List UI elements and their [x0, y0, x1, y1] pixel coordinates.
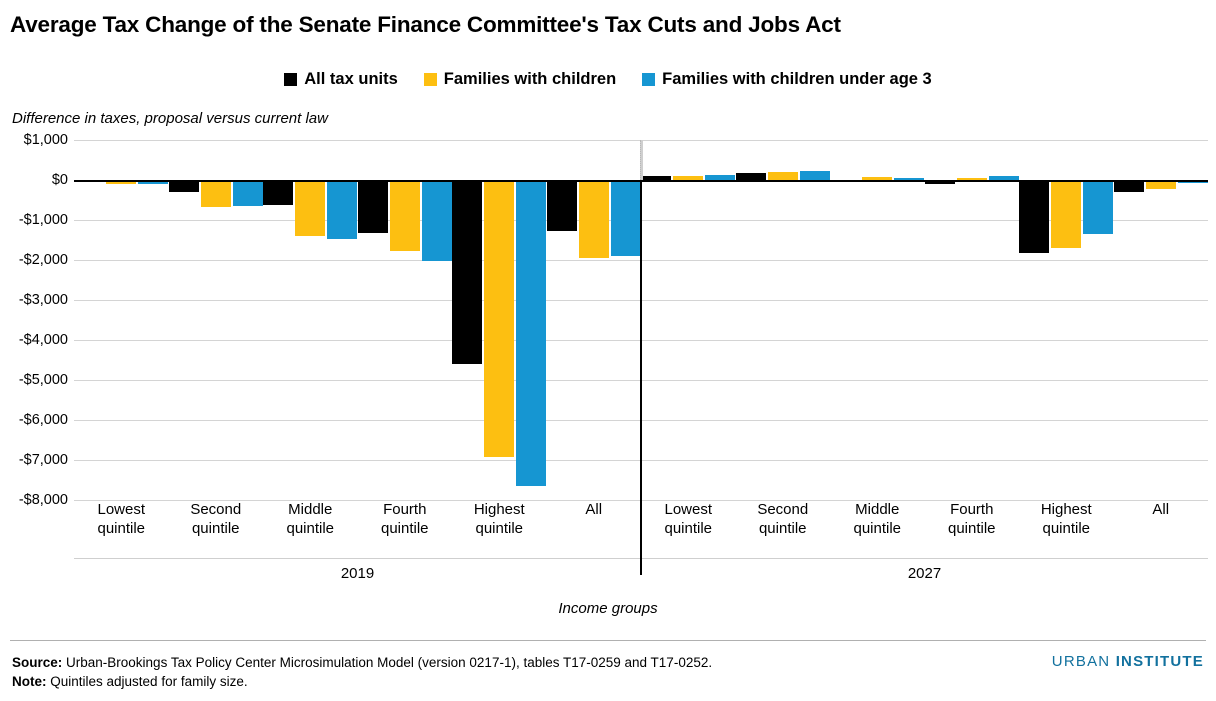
y-axis-labels — [0, 132, 74, 508]
chart-plot-area — [0, 132, 1216, 508]
x-axis-tick-label: Fourth quintile — [380, 501, 429, 538]
y-axis-tick-label: $1,000 — [23, 132, 68, 148]
legend-item-all-tax-units — [284, 70, 398, 89]
legend-label: All tax units — [304, 70, 398, 88]
y-axis-tick-label: $0 — [51, 172, 68, 188]
x-axis-category-labels — [74, 500, 1216, 552]
legend-label: Families with children under age 3 — [662, 70, 932, 88]
bar — [768, 172, 798, 180]
bar — [201, 180, 231, 207]
y-axis-tick-label: -$1,000 — [18, 212, 68, 228]
y-axis-tick-label: -$5,000 — [18, 372, 68, 388]
x-axis-tick-label: Lowest quintile — [97, 501, 146, 538]
y-axis-tick-label: -$7,000 — [18, 452, 68, 468]
x-axis-tick-label: Highest quintile — [473, 501, 525, 538]
bar — [1051, 180, 1081, 248]
page-title: Average Tax Change of the Senate Finance Committee's Tax Cuts and Jobs Act — [10, 12, 841, 37]
source-label: Source: — [12, 655, 63, 670]
bar — [1114, 180, 1144, 192]
bar — [263, 180, 293, 205]
bar — [516, 180, 546, 486]
panel-label: 2027 — [907, 565, 942, 582]
bar — [579, 180, 609, 258]
legend-label: Families with children — [443, 70, 617, 88]
bar — [1083, 180, 1113, 234]
y-axis-tick-label: -$8,000 — [18, 492, 68, 508]
x-axis-tick-label: Lowest quintile — [664, 501, 713, 538]
x-axis-tick-label: All — [585, 501, 603, 518]
bar — [611, 180, 641, 256]
panel-label: 2019 — [340, 565, 375, 582]
brand-institute: INSTITUTE — [1115, 653, 1204, 670]
footer-divider — [10, 640, 1206, 641]
x-axis-title: Income groups — [558, 600, 658, 617]
bar — [327, 180, 357, 239]
x-axis-tick-label: All — [1152, 501, 1170, 518]
x-axis-tick-label: Middle quintile — [286, 501, 335, 538]
x-axis-tick-label: Fourth quintile — [947, 501, 996, 538]
y-axis-tick-label: -$2,000 — [18, 252, 68, 268]
note-line — [12, 674, 248, 689]
bar — [1019, 180, 1049, 253]
bar — [452, 180, 482, 364]
bar — [358, 180, 388, 233]
x-axis-tick-label: Middle quintile — [853, 501, 902, 538]
legend-swatch-icon — [424, 73, 437, 86]
source-line — [12, 655, 712, 670]
brand-urban: URBAN — [1051, 653, 1111, 670]
bar — [547, 180, 577, 231]
bar — [295, 180, 325, 236]
panel-divider-dotted — [640, 140, 643, 180]
x-axis-tick-label: Highest quintile — [1040, 501, 1092, 538]
panel-divider — [640, 180, 642, 575]
bar — [736, 173, 766, 180]
note-text: Quintiles adjusted for family size. — [46, 674, 248, 689]
y-axis-tick-label: -$3,000 — [18, 292, 68, 308]
bar — [422, 180, 452, 261]
chart-legend — [0, 70, 1216, 89]
legend-swatch-icon — [642, 73, 655, 86]
bar — [800, 171, 830, 180]
bar — [390, 180, 420, 251]
y-axis-title: Difference in taxes, proposal versus current law — [12, 110, 328, 127]
y-axis-tick-label: -$6,000 — [18, 412, 68, 428]
x-axis-tick-label: Second quintile — [757, 501, 809, 538]
legend-item-families-children-under-3 — [642, 70, 932, 89]
bar — [484, 180, 514, 457]
y-axis-tick-label: -$4,000 — [18, 332, 68, 348]
note-label: Note: — [12, 674, 47, 689]
bar — [233, 180, 263, 206]
legend-item-families-with-children — [424, 70, 616, 89]
bar — [169, 180, 199, 192]
legend-swatch-icon — [284, 73, 297, 86]
urban-institute-logo — [1052, 653, 1204, 670]
source-text: Urban-Brookings Tax Policy Center Microsimulation Model (version 0217-1), tables T17-0259 and T17-0252. — [62, 655, 713, 670]
x-axis-tick-label: Second quintile — [190, 501, 242, 538]
chart-grid — [74, 140, 1208, 500]
